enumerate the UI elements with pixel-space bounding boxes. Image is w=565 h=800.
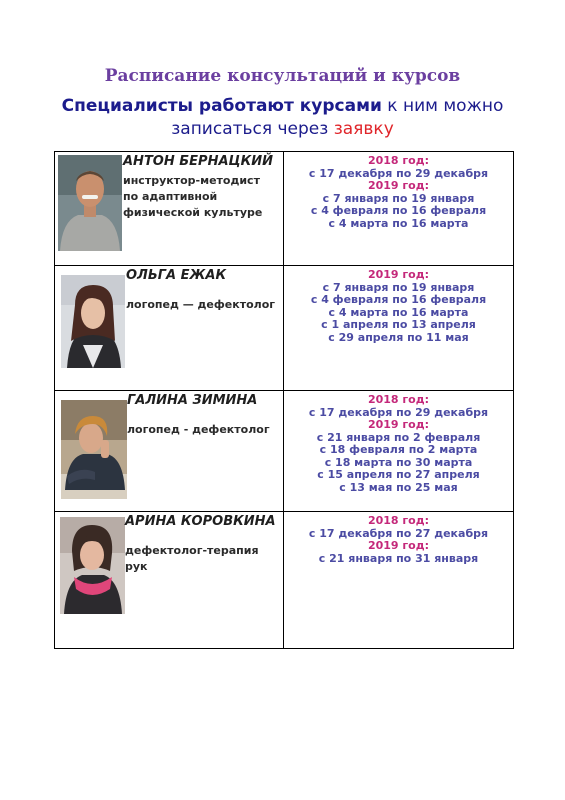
specialist-cell <box>55 266 284 391</box>
date-range: с 4 марта по 16 марта <box>328 216 469 230</box>
role-line: по адаптивной <box>123 190 218 203</box>
date-range: с 21 января по 31 января <box>318 551 479 565</box>
table-row <box>55 391 514 512</box>
date-range: с 4 февраля по 16 февраля <box>310 204 487 217</box>
specialist-photo <box>60 517 125 614</box>
page-title: Расписание консультаций и курсов <box>104 66 461 86</box>
role-line: логопед — дефектолог <box>126 298 275 311</box>
date-range: с 18 февраля по 2 марта <box>319 443 478 456</box>
subtitle-line-2 <box>0 118 565 141</box>
date-range: с 17 декабря по 27 декабря <box>308 526 489 540</box>
year-label: 2019 год: <box>367 539 430 552</box>
schedule-table <box>54 151 514 649</box>
year-label: 2019 год: <box>367 268 430 281</box>
specialist-photo <box>61 275 125 368</box>
schedule-cell <box>284 152 514 266</box>
date-range: с 13 мая по 25 мая <box>339 480 458 494</box>
page-subtitle <box>0 95 565 141</box>
date-range: с 18 марта по 30 марта <box>324 455 473 469</box>
specialist-name: ОЛЬГА ЕЖАК <box>126 268 227 283</box>
table-row <box>55 512 514 649</box>
schedule-cell <box>284 266 514 391</box>
date-range: с 15 апреля по 27 апреля <box>317 468 480 481</box>
specialist-photo <box>61 400 127 499</box>
date-range: с 29 апреля по 11 мая <box>328 330 469 344</box>
table-row <box>55 152 514 266</box>
subtitle-rest: к ним можно <box>381 96 504 116</box>
role-line: инструктор-методист <box>123 174 260 187</box>
year-label: 2018 год: <box>367 154 430 167</box>
date-range: с 17 декабря по 29 декабря <box>308 405 489 419</box>
date-range: с 4 февраля по 16 февраля <box>310 293 487 306</box>
year-label: 2019 год: <box>367 179 430 192</box>
specialist-name: АНТОН БЕРНАЦКИЙ <box>123 154 273 169</box>
specialist-role <box>126 297 275 313</box>
date-range: с 4 марта по 16 марта <box>328 305 469 319</box>
subtitle-line-2-text: записаться через <box>171 119 334 139</box>
specialist-role <box>125 543 259 575</box>
schedule-cell <box>284 391 514 512</box>
specialist-role <box>127 422 270 438</box>
date-range: с 7 января по 19 января <box>322 280 475 294</box>
date-range: с 17 декабря по 29 декабря <box>308 166 489 180</box>
specialist-photo <box>58 155 122 251</box>
year-label: 2019 год: <box>367 418 430 431</box>
subtitle-strong: Специалисты работают курсами <box>61 96 382 116</box>
specialist-cell <box>55 512 284 649</box>
role-line: логопед - дефектолог <box>127 423 270 436</box>
table-row <box>55 266 514 391</box>
specialist-name: ГАЛИНА ЗИМИНА <box>127 393 258 408</box>
year-label: 2018 год: <box>367 514 430 527</box>
role-line: физической культуре <box>123 206 263 219</box>
date-range: с 1 апреля по 13 апреля <box>321 318 476 331</box>
specialist-name: АРИНА КОРОВКИНА <box>125 514 276 529</box>
specialist-cell <box>55 152 284 266</box>
schedule-cell <box>284 512 514 649</box>
application-link[interactable]: заявку <box>333 119 394 139</box>
subtitle-line-1 <box>0 95 565 118</box>
year-label: 2018 год: <box>367 393 430 406</box>
role-line: рук <box>125 560 148 573</box>
role-line: дефектолог-терапия <box>125 544 259 557</box>
date-range: с 21 января по 2 февраля <box>316 430 481 444</box>
specialist-role <box>123 173 262 221</box>
date-range: с 7 января по 19 января <box>322 191 475 205</box>
specialist-cell <box>55 391 284 512</box>
